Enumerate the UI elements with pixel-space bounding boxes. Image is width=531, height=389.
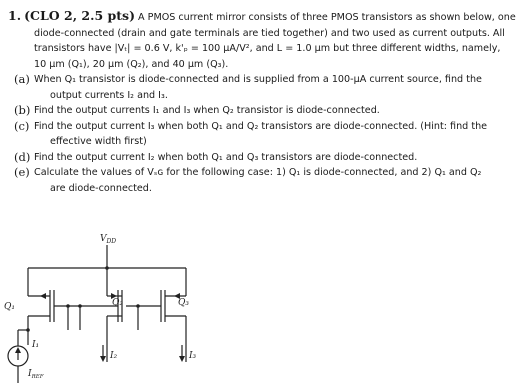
q2-label: Q₂ [112, 298, 123, 308]
i2-label: I₂ [110, 351, 118, 361]
part-d-label: (d) [14, 149, 31, 164]
i2-arrow-icon [100, 356, 106, 362]
intro-line-2: transistors have |Vₜ| = 0.6 V, k'ₚ = 100 µA/V², and L = 1.0 µm but three different widths, namely, [34, 43, 501, 54]
intro-line-1: diode-connected (drain and gate terminals are tied together) and two used as current outputs. All [34, 27, 505, 39]
problem-number: 1. [8, 8, 22, 23]
intro-line-3: 10 µm (Q₁), 20 µm (Q₂), and 40 µm (Q₃). [34, 58, 229, 70]
q3-label: Q₃ [178, 298, 189, 308]
q1-source-arrow-icon [40, 293, 46, 299]
part-c-label: (c) [14, 118, 30, 133]
part-c-text: Find the output current I₃ when both Q₁ and Q₂ transistors are diode-connected. (Hint: find the [34, 120, 488, 132]
iref-label: $I_{REF}$ [28, 369, 44, 380]
iref-arrow-icon [15, 347, 21, 353]
intro-line-0: A PMOS current mirror consists of three PMOS transistors as shown below, one [138, 12, 516, 23]
i3-label: I₃ [189, 351, 197, 361]
part-a-text: When Q₁ transistor is diode-connected and is supplied from a 100-µA current source, find the [34, 74, 482, 85]
part-e-text-2: are diode-connected. [50, 182, 152, 194]
clo-points: (CLO 2, 2.5 pts) [24, 8, 135, 23]
part-a-label: (a) [14, 72, 30, 86]
part-c-text-2: effective width first) [50, 136, 147, 147]
part-d-text: Find the output current I₂ when both Q₁ and Q₃ transistors are diode-connected. [34, 151, 418, 163]
i1-label: I₁ [32, 340, 40, 350]
part-a-text-2: output currents I₂ and I₃. [50, 89, 168, 101]
vdd-label: $V_{DD}$ [100, 234, 117, 245]
part-e-label: (e) [14, 165, 30, 179]
part-b-label: (b) [14, 103, 31, 117]
part-e-text: Calculate the values of Vₛɢ for the following case: 1) Q₁ is diode-connected, and 2) Q₁ and Q₂ [34, 167, 482, 178]
i3-arrow-icon [179, 356, 185, 362]
part-b-text: Find the output currents I₁ and I₃ when Q₂ transistor is diode-connected. [34, 105, 380, 116]
q1-label: Q₁ [4, 302, 15, 312]
